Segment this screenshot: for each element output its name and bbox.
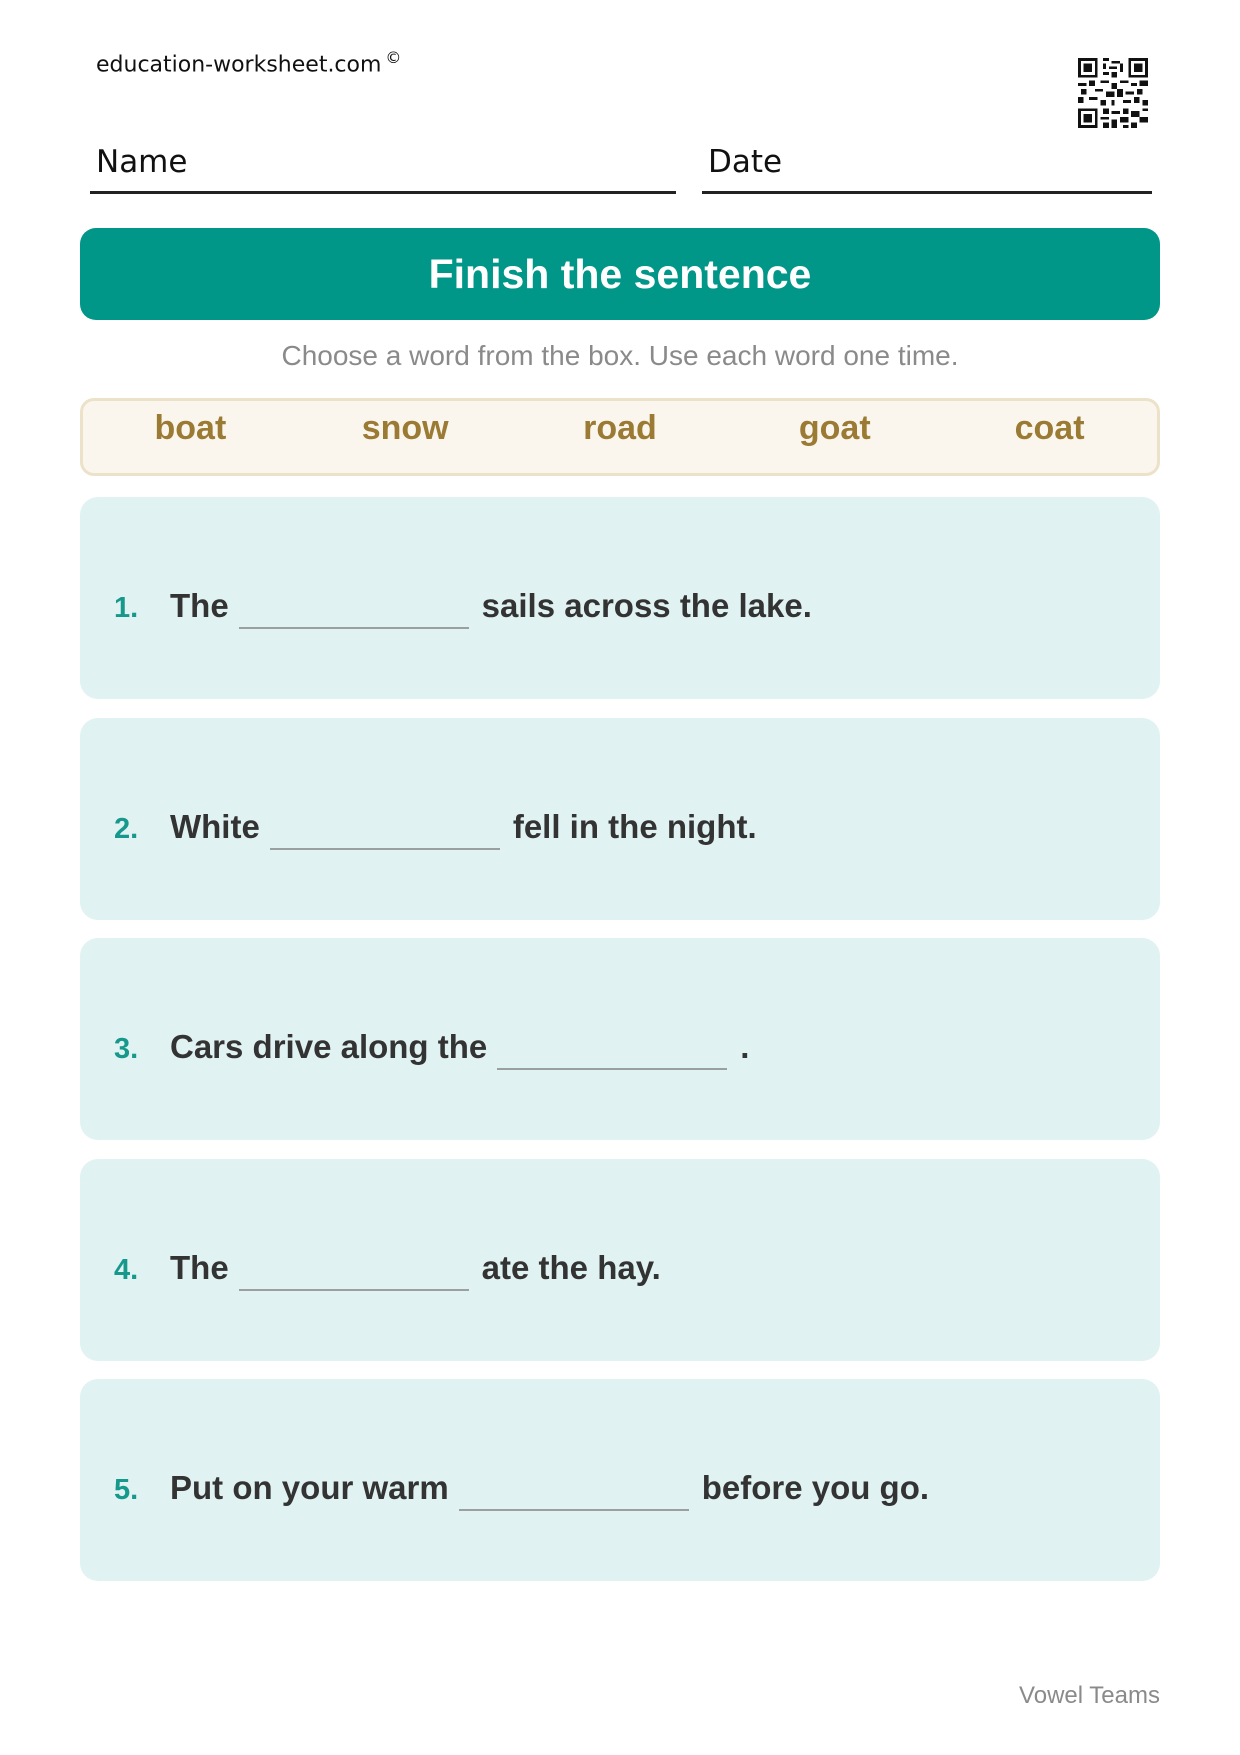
instructions: Choose a word from the box. Use each word one time.	[281, 340, 959, 371]
answer-blank[interactable]	[239, 587, 469, 629]
qr-code-icon	[1078, 58, 1148, 128]
word-bank-item: coat	[1014, 409, 1085, 447]
question-number: 3.	[114, 1033, 139, 1065]
question-text-after: ate the hay.	[481, 1249, 661, 1286]
question-row	[114, 575, 812, 625]
question-card-3	[80, 938, 1160, 1140]
word-bank-item: boat	[154, 409, 227, 447]
question-number: 5.	[114, 1474, 139, 1506]
question-row	[114, 796, 757, 846]
footer-topic: Vowel Teams	[1019, 1682, 1160, 1709]
worksheet-title: Finish the sentence	[80, 228, 1160, 320]
question-card-4	[80, 1159, 1160, 1361]
copyright-symbol: ©	[385, 48, 402, 67]
question-card-5	[80, 1379, 1160, 1581]
question-text-before: The	[170, 1249, 229, 1286]
date-field[interactable]	[702, 140, 1152, 194]
question-number: 2.	[114, 813, 139, 845]
question-text-after: fell in the night.	[512, 808, 757, 845]
question-card-2	[80, 718, 1160, 920]
answer-blank[interactable]	[497, 1028, 727, 1070]
question-row	[114, 1016, 749, 1066]
date-label: Date	[708, 144, 783, 180]
question-text-before: White	[170, 808, 260, 845]
answer-blank[interactable]	[270, 808, 500, 850]
word-bank-item: goat	[798, 409, 871, 447]
name-field[interactable]	[90, 140, 676, 194]
site-name	[96, 48, 401, 77]
question-card-1	[80, 497, 1160, 699]
question-text-before: Cars drive along the	[170, 1028, 488, 1065]
question-text-before: The	[170, 587, 229, 624]
question-row	[114, 1237, 661, 1287]
question-text-after: before you go.	[701, 1469, 930, 1506]
answer-blank[interactable]	[239, 1249, 469, 1291]
site-url: education-worksheet.com	[96, 52, 382, 78]
question-text-after: sails across the lake.	[481, 587, 812, 624]
question-number: 1.	[114, 592, 139, 624]
word-bank-item: road	[583, 409, 657, 447]
question-row	[114, 1457, 929, 1507]
word-bank-item: snow	[361, 409, 449, 447]
word-bank	[80, 398, 1160, 476]
answer-blank[interactable]	[459, 1469, 689, 1511]
name-label: Name	[96, 144, 188, 180]
question-text-after: .	[740, 1028, 750, 1065]
question-number: 4.	[114, 1254, 139, 1286]
question-text-before: Put on your warm	[170, 1469, 449, 1506]
